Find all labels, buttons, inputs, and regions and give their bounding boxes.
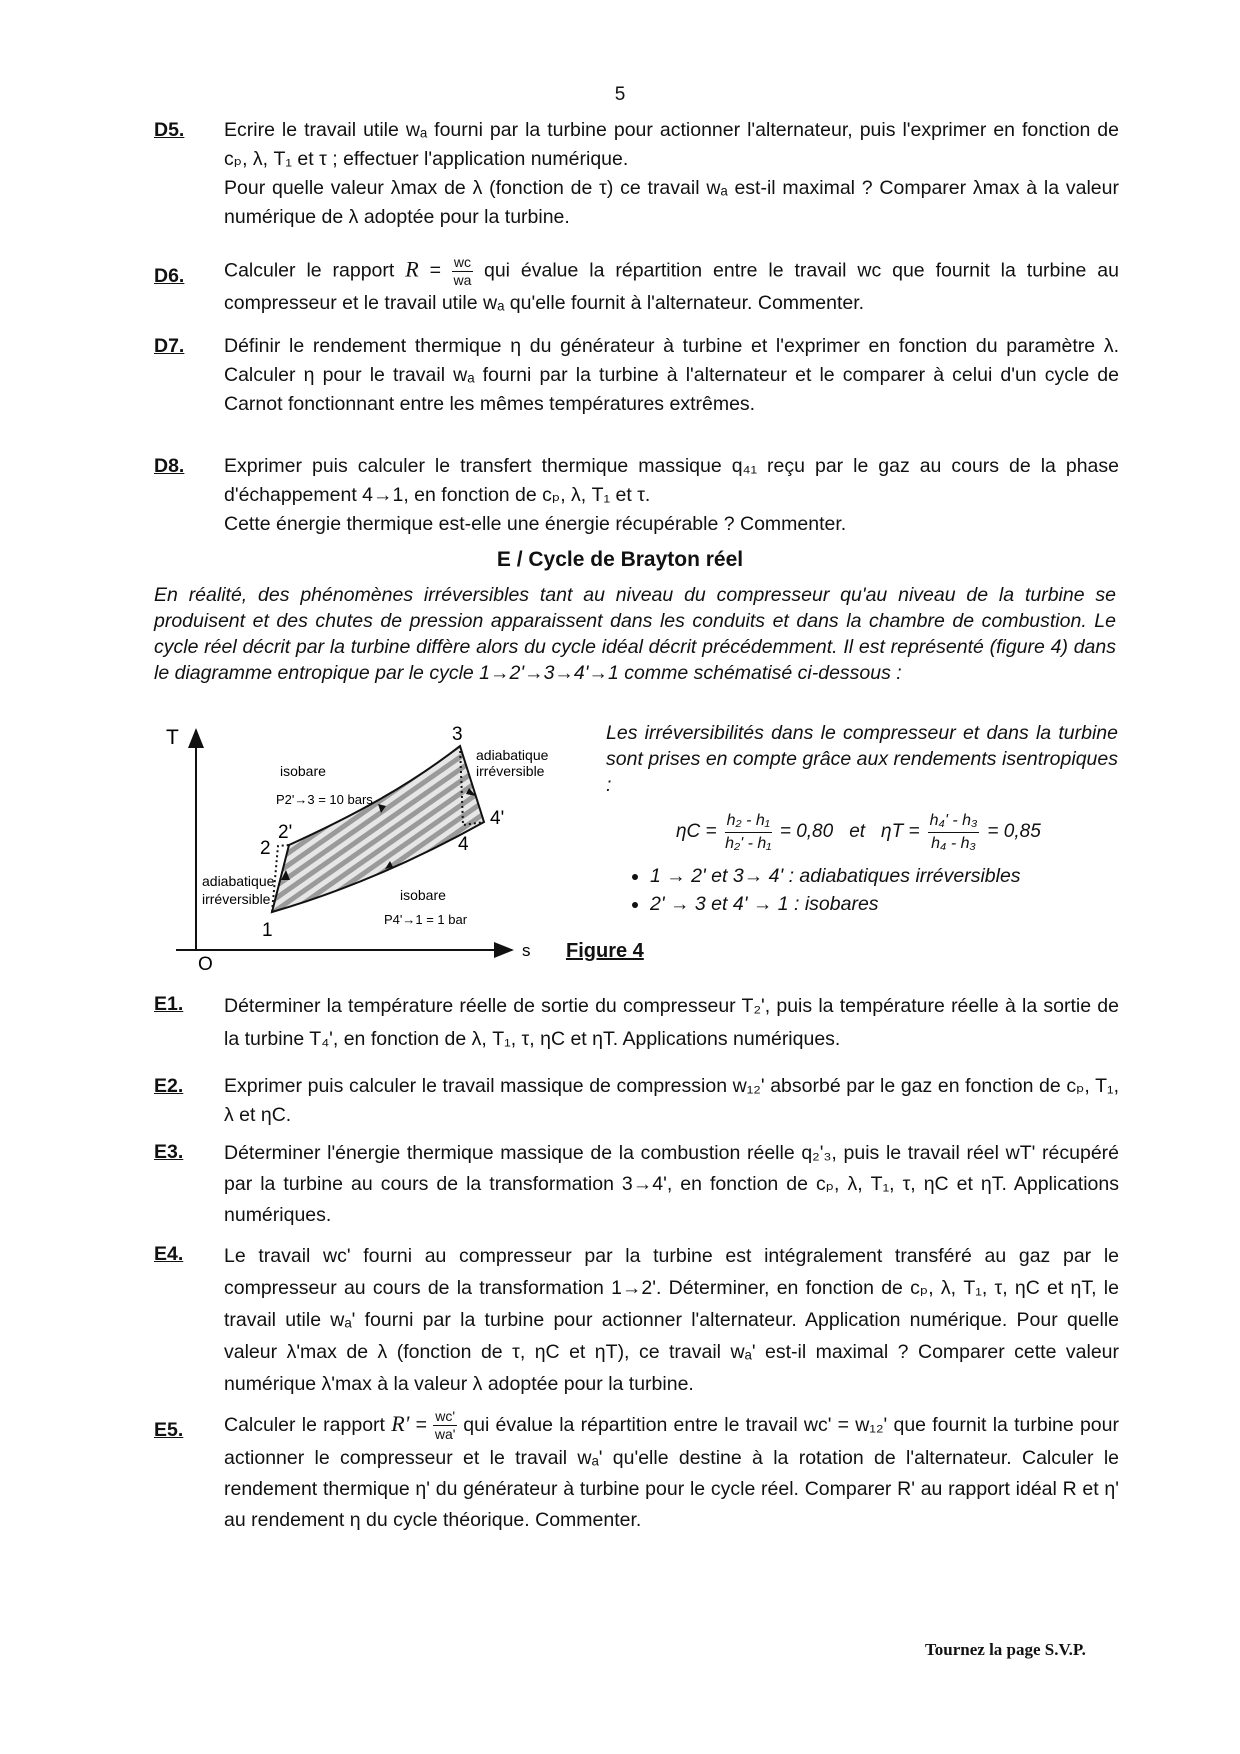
origin-label: O: [198, 954, 213, 970]
pressure-high-label: P2'→3 = 10 bars: [276, 792, 373, 807]
question-d7: [154, 332, 1119, 419]
question-label: D5.: [154, 119, 185, 141]
question-d8: [154, 452, 1119, 539]
point-3-label: 3: [452, 724, 463, 745]
question-text: Ecrire le travail utile wₐ fourni par la turbine pour actionner l'alternateur, puis l'exprimer en fonction de cₚ, λ, T₁ et τ ; effectuer l'application numérique.: [224, 119, 1119, 170]
page-footer: Tournez la page S.V.P.: [925, 1640, 1086, 1659]
question-d6: D6. Calculer le rapport R = $\frac{wc}{wa}$ qui évalue la répartition entre le travail wc que fournit la turbine au compresseur et le travail utile wₐ qu'elle fournit à l'alternateur. Commenter.: [154, 254, 1119, 314]
figure-4: [160, 720, 600, 970]
ratio-symbol: R': [391, 1411, 410, 1436]
ts-diagram: [160, 720, 600, 970]
question-text: Calculer le rapport: [224, 1414, 385, 1436]
list-item: • 1 → 2' et 3→ 4' : adiabatiques irréversibles: [650, 862, 1118, 890]
question-text: Exprimer puis calculer le travail massique de compression w₁₂' absorbé par le gaz en fonction de cₚ, T₁, λ et ηC.: [224, 1075, 1119, 1126]
adiabatic-top-label-1: adiabatique: [476, 747, 549, 763]
s-axis-label: s: [522, 941, 531, 960]
question-d5: [154, 116, 1119, 232]
question-label: E5.: [154, 1419, 184, 1441]
transformations-list: [606, 862, 1118, 918]
adiabatic-left-label-2: irréversible: [202, 891, 271, 907]
point-1-label: 1: [262, 920, 273, 941]
ratio-fraction: $\frac{wc'}{wa'}$: [434, 1408, 456, 1443]
question-text: Pour quelle valeur λmax de λ (fonction de τ) ce travail wₐ est-il maximal ? Comparer λmax à la valeur numérique de λ adoptée pour la turbine.: [224, 177, 1119, 228]
question-label: E3.: [154, 1141, 184, 1163]
question-e4: [154, 1240, 1119, 1400]
question-text: Cette énergie thermique est-elle une énergie récupérable ? Commenter.: [224, 513, 847, 535]
ratio-symbol: R: [405, 256, 419, 282]
isobare-low-label: isobare: [400, 887, 446, 903]
question-label: D7.: [154, 335, 185, 357]
ratio-fraction: $\frac{wc}{wa}$: [453, 254, 472, 288]
isobare-high-label: isobare: [280, 763, 326, 779]
question-label: E1.: [154, 993, 184, 1015]
question-label: E4.: [154, 1243, 184, 1265]
point-4p-label: 4': [490, 808, 505, 829]
eta-c-value: = 0,80: [779, 821, 834, 842]
eta-c-label: ηC =: [676, 821, 717, 842]
pressure-low-label: P4'→1 = 1 bar: [384, 912, 468, 927]
question-text: Déterminer la température réelle de sortie du compresseur T₂', puis la température réelle à la sortie de la turbine T₄', en fonction de λ, T₁, τ, ηC et ηT. Applications numériques.: [224, 995, 1119, 1050]
eta-t-fraction: $\frac{\text{h₄' - h₃}}{\text{h₄ - h₃}}$: [929, 811, 978, 852]
point-2p-label: 2': [278, 822, 293, 843]
point-2-label: 2: [260, 838, 271, 859]
formula-connector: et: [849, 821, 866, 842]
question-label: D8.: [154, 455, 185, 477]
intro-paragraph: En réalité, des phénomènes irréversibles tant au niveau du compresseur qu'au niveau de la turbine se produisent et des chutes de pression apparaissent dans les conduits et dans la chambre de combustion. Le cycle réel décrit par la turbine diffère alors du cycle idéal décrit précédemment. Il est représenté (figure 4) dans le diagramme entropique par le cycle 1→2'→3→4'→1 comme schématisé ci-dessous :: [154, 584, 1116, 684]
irreversibility-paragraph: Les irréversibilités dans le compresseur et dans la turbine sont prises en compte grâce aux rendements isentropiques :: [606, 722, 1118, 796]
page-number: 5: [614, 84, 626, 105]
question-text: Calculer le rapport: [224, 259, 395, 282]
question-text: Exprimer puis calculer le transfert thermique massique q₄₁ reçu par le gaz au cours de la phase d'échappement 4→1, en fonction de cₚ, λ, T₁ et τ.: [224, 455, 1119, 506]
question-label: D6.: [154, 265, 185, 287]
question-text: qui évalue la répartition entre le travail wc' = w₁₂' que fournit la turbine pour actionner le compresseur et le travail wₐ' qu'elle destine à la rotation de l'alternateur. Calculer le rendement thermique η' du générateur à turbine pour le cycle réel. Comparer R' au rapport idéal R et η' au rendement η du cycle théorique. Commenter.: [224, 1414, 1119, 1532]
section-title: E / Cycle de Brayton réel: [496, 548, 744, 571]
isentropic-efficiency-formulas: [676, 802, 1116, 862]
adiabatic-left-label-1: adiabatique: [202, 873, 275, 889]
figure-caption: Figure 4: [566, 940, 644, 962]
question-label: E2.: [154, 1075, 184, 1097]
adiabatic-top-label-2: irréversible: [476, 763, 545, 779]
t-axis-label: T: [166, 726, 179, 749]
question-text: Le travail wc' fourni au compresseur par la turbine est intégralement transféré au gaz par le compresseur au cours de la transformation 1→2'. Déterminer, en fonction de cₚ, λ, T₁, τ, ηC et ηT, le travail utile wₐ' fourni par la turbine pour actionner l'alternateur. Application numérique. Pour quelle valeur λ'max de λ (fonction de τ, ηC et ηT), ce travail wₐ' est-il maximal ? Comparer cette valeur numérique λ'max à la valeur λ adoptée pour la turbine.: [224, 1245, 1119, 1395]
question-e3: [154, 1138, 1119, 1231]
question-e2: [154, 1072, 1119, 1130]
list-item: • 2' → 3 et 4' → 1 : isobares: [650, 890, 1118, 918]
question-e5: E5. Calculer le rapport R' = $\frac{wc'}{wa'}$ qui évalue la répartition entre le travail wc' = w₁₂' que fournit la turbine pour actionner le compresseur et le travail wₐ' qu'elle destine à la rotation de l'alternateur. Calculer le rendement thermique η' du générateur à turbine pour le cycle réel. Comparer R' au rapport idéal R et η' au rendement η du cycle théorique. Commenter.: [154, 1408, 1119, 1532]
question-text: qui évalue la répartition entre le travail wc que fournit la turbine au compresseur et le travail utile wₐ qu'elle fournit à l'alternateur. Commenter.: [224, 259, 1119, 314]
eta-t-label: ηT =: [881, 821, 920, 842]
question-e1: [154, 990, 1119, 1056]
point-4-label: 4: [458, 834, 469, 855]
question-text: Définir le rendement thermique η du générateur à turbine et l'exprimer en fonction du paramètre λ. Calculer η pour le travail wₐ fourni par la turbine à l'alternateur et le comparer à celui d'un cycle de Carnot fonctionnant entre les mêmes températures extrêmes.: [224, 335, 1119, 415]
eta-c-fraction: $\frac{\text{h₂ - h₁}}{\text{h₂' - h₁}}$: [725, 811, 772, 852]
question-text: Déterminer l'énergie thermique massique de la combustion réelle q₂'₃, puis le travail réel wT' récupéré par la turbine au cours de la transformation 3→4', en fonction de cₚ, λ, T₁, τ, ηC et ηT. Applications numériques.: [224, 1142, 1119, 1226]
eta-t-value: = 0,85: [987, 821, 1041, 842]
